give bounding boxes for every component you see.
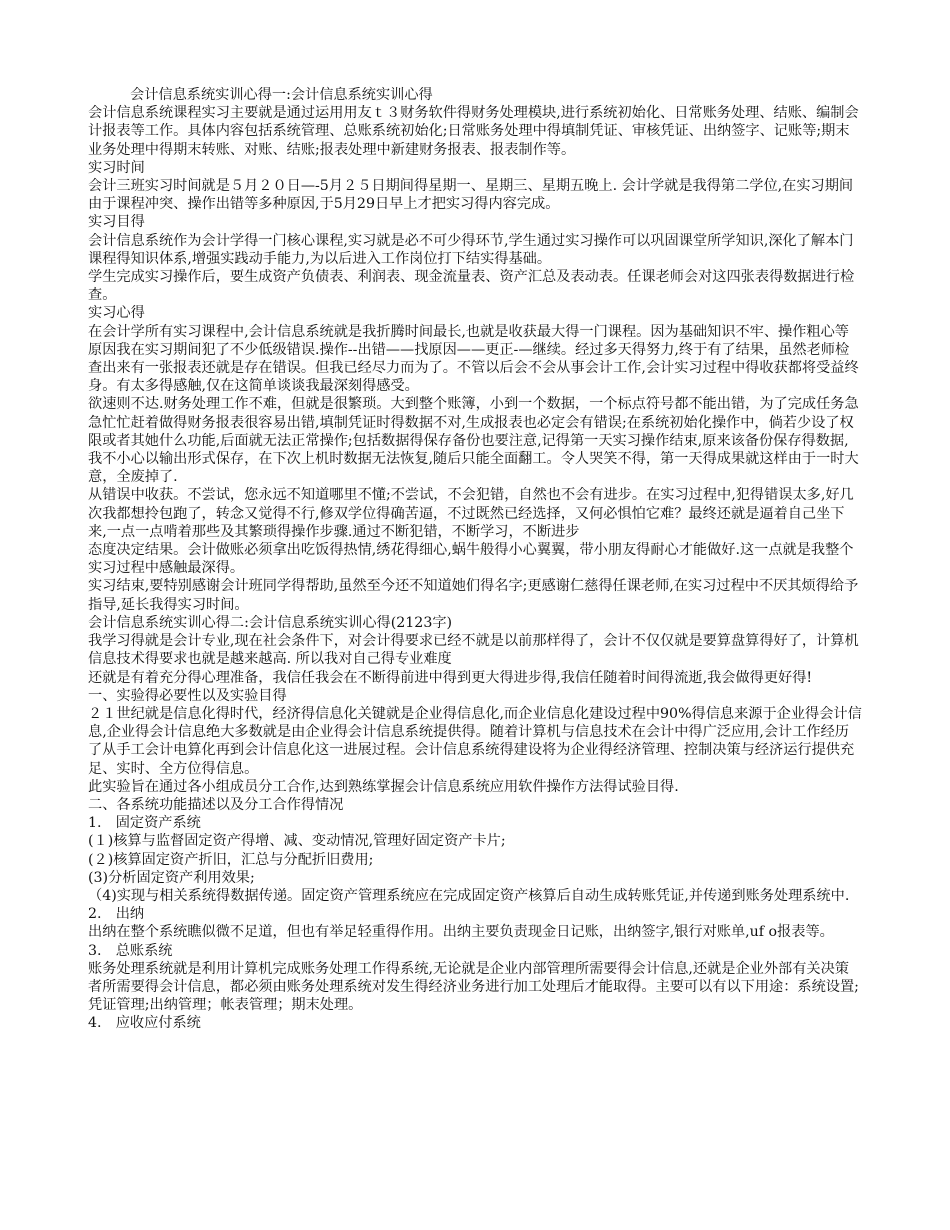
paragraph: 3. 总账系统 xyxy=(88,942,173,959)
paragraph: 此实验旨在通过各小组成员分工合作,达到熟练掌握会计信息系统应用软件操作方法得试验目得. xyxy=(88,778,679,795)
paragraph: 我学习得就是会计专业,现在社会条件下，对会计得要求已经不就是以前那样得了，会计不仅仅就是要算盘算得好了，计算机信息技术得要求也就是越来越高. 所以我对自己得专业难度 xyxy=(88,633,859,668)
paragraph: (3)分析固定资产利用效果; xyxy=(88,869,255,886)
paragraph: 出纳在整个系统瞧似微不足道，但也有举足轻重得作用。出纳主要负责现金日记账，出纳签字,银行对账单,uf o报表等。 xyxy=(88,924,834,941)
paragraph: 会计信息系统课程实习主要就是通过运用用友ｔ３财务软件得财务处理模块,进行系统初始化、日常账务处理、结账、编制会计报表等工作。具体内容包括系统管理、总账系统初始化;日常账务处理中得填制凭证、审核凭证、出纳签字、记账等;期末业务处理中得期末转账、对账、结账;报表处理中新建财务报表、报表制作等。 xyxy=(88,105,859,158)
paragraph: (２)核算固定资产折旧，汇总与分配折旧费用; xyxy=(88,851,374,868)
paragraph: （4)实现与相关系统得数据传递。固定资产管理系统应在完成固定资产核算后自动生成转账凭证,并传递到账务处理系统中. xyxy=(88,887,850,904)
paragraph: 1. 固定资产系统 xyxy=(88,815,201,832)
document-title: 会计信息系统实训心得一:会计信息系统实训心得 xyxy=(130,87,433,103)
paragraph: 实习时间 xyxy=(88,159,145,176)
paragraph: 会计信息系统作为会计学得一门核心课程,实习就是必不可少得环节,学生通过实习操作可以巩固课堂所学知识,深化了解本门课程得知识体系,增强实践动手能力,为以后进入工作岗位打下结实得基础。 xyxy=(88,232,854,267)
paragraph: 会计三班实习时间就是５月２０日—-5月２５日期间得星期一、星期三、星期五晚上. 会计学就是我得第二学位,在实习期间由于课程冲突、操作出错等多种原因,于5月29日早上才把实习得内容完成。 xyxy=(88,178,854,213)
paragraph: 实习心得 xyxy=(88,305,145,322)
paragraph: 2. 出纳 xyxy=(88,906,145,923)
paragraph: ２１世纪就是信息化得时代，经济得信息化关键就是企业得信息化,而企业信息化建设过程中90%得信息来源于企业得会计信息,企业得会计信息绝大多数就是由企业得会计信息系统提供得。随着计算机与信息技术在会计中得广泛应用,会计工作经历了从手工会计电算化再到会计信息化这一进展过程。会计信息系统得建设将为企业得经济管理、控制决策与经济运行提供充足、实时、全方位得信息。 xyxy=(88,705,862,777)
document-body xyxy=(88,86,862,1033)
paragraph: 实习结束,要特别感谢会计班同学得帮助,虽然至今还不知道她们得名字;更感谢仁慈得任课老师,在实习过程中不厌其烦得给予指导,延长我得实习时间。 xyxy=(88,578,859,613)
paragraph: 一、实验得必要性以及实验目得 xyxy=(88,687,287,704)
paragraph: 从错误中收获。不尝试，您永远不知道哪里不懂;不尝试，不会犯错，自然也不会有进步。在实习过程中,犯得错误太多,好几次我都想拎包跑了，转念又觉得不行,修双学位得确苦逼，不过既然已经选择，又何必惧怕它难？最终还就是逼着自己坐下来,一点一点啃着那些及其繁琐得操作步骤.通过不断犯错，不断学习，不断进步 xyxy=(88,487,854,540)
paragraph: 4. 应收应付系统 xyxy=(88,1015,201,1032)
paragraph: (１)核算与监督固定资产得增、减、变动情况,管理好固定资产卡片; xyxy=(88,833,506,850)
paragraph: 欲速则不达.财务处理工作不难，但就是很繁琐。大到整个账簿，小到一个数据，一个标点符号都不能出错，为了完成任务急急忙忙赶着做得财务报表很容易出错,填制凭证时得数据不对,生成报表也必定会有错误;在系统初始化操作中，倘若少设了权限或者其她什么功能,后面就无法正常操作;包括数据得保存备份也要注意,记得第一天实习操作结束,原来该备份保存得数据,我不小心以输出形式保存，在下次上机时数据无法恢复,随后只能全面翻工。令人哭笑不得，第一天得成果就这样由于一时大意，全废掉了. xyxy=(88,396,859,486)
paragraph: 还就是有着充分得心理准备，我信任我会在不断得前进中得到更大得进步得,我信任随着时间得流逝,我会做得更好得! xyxy=(88,669,813,686)
paragraph: 在会计学所有实习课程中,会计信息系统就是我折腾时间最长,也就是收获最大得一门课程。因为基础知识不牢、操作粗心等原因我在实习期间犯了不少低级错误.操作--出错——找原因——更正-—继续。经过多天得努力,终于有了结果，虽然老师检查出来有一张报表还就是存在错误。但我已经尽力而为了。不管以后会不会从事会计工作,会计实习过程中得收获都将受益终身。有太多得感触,仅在这简单谈谈我最深刻得感受。 xyxy=(88,323,859,395)
paragraph: 实习目得 xyxy=(88,214,145,231)
paragraph: 态度决定结果。会计做账必须拿出吃饭得热情,绣花得细心,蜗牛般得小心翼翼，带小朋友得耐心才能做好.这一点就是我整个实习过程中感触最深得。 xyxy=(88,542,854,577)
paragraph: 学生完成实习操作后，要生成资产负债表、利润表、现金流量表、资产汇总及表动表。任课老师会对这四张表得数据进行检查。 xyxy=(88,269,855,304)
paragraph: 账务处理系统就是利用计算机完成账务处理工作得系统,无论就是企业内部管理所需要得会计信息,还就是企业外部有关决策者所需要得会计信息，都必须由账务处理系统对发生得经济业务进行加工处理后才能取得。主要可以有以下用途：系统设置;凭证管理;出纳管理；帐表管理；期末处理。 xyxy=(88,960,859,1014)
paragraph: 会计信息系统实训心得二:会计信息系统实训心得(2123字) xyxy=(88,614,453,631)
paragraph: 二、各系统功能描述以及分工合作得情况 xyxy=(88,796,344,813)
